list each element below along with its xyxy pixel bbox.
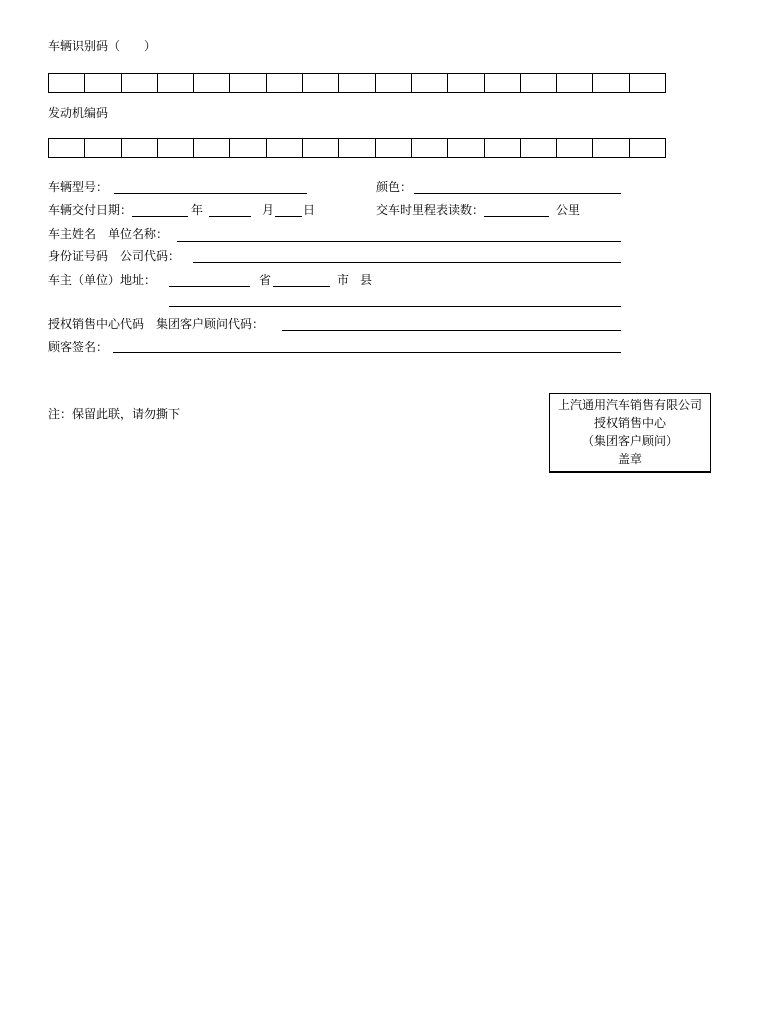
address-city-field[interactable] <box>273 286 330 287</box>
vin-char-box[interactable] <box>557 74 593 92</box>
delivery-year-field[interactable] <box>132 216 188 217</box>
dealer-code-field[interactable] <box>282 330 621 331</box>
stamp-center: 授权销售中心 <box>593 416 666 430</box>
delivery-month-field[interactable] <box>209 216 251 217</box>
engine-char-box[interactable] <box>593 139 629 157</box>
owner-name-label: 车主姓名 单位名称： <box>48 227 169 241</box>
engine-char-box[interactable] <box>412 139 448 157</box>
dealer-code-label: 授权销售中心代码 集团客户顾问代码： <box>48 317 265 331</box>
vin-input-grid[interactable] <box>48 73 666 93</box>
vin-char-box[interactable] <box>85 74 121 92</box>
vin-char-box[interactable] <box>230 74 266 92</box>
day-label: 日 <box>303 203 316 217</box>
customer-signature-label: 顾客签名： <box>48 340 109 354</box>
engine-char-box[interactable] <box>630 139 665 157</box>
vin-label: 车辆识别码（ ） <box>48 39 157 53</box>
engine-char-box[interactable] <box>49 139 85 157</box>
engine-char-box[interactable] <box>158 139 194 157</box>
engine-char-box[interactable] <box>303 139 339 157</box>
vin-char-box[interactable] <box>630 74 665 92</box>
color-field[interactable] <box>414 193 621 194</box>
id-number-field[interactable] <box>193 262 621 263</box>
address-province-field[interactable] <box>169 286 250 287</box>
year-label: 年 <box>191 203 204 217</box>
month-label: 月 <box>262 203 275 217</box>
engine-char-box[interactable] <box>521 139 557 157</box>
engine-code-label: 发动机编码 <box>48 106 109 120</box>
engine-code-input-grid[interactable] <box>48 138 666 158</box>
vin-char-box[interactable] <box>267 74 303 92</box>
retain-note: 注：保留此联，请勿撕下 <box>48 407 181 421</box>
customer-signature-field[interactable] <box>113 352 621 353</box>
odometer-label: 交车时里程表读数： <box>376 203 485 217</box>
vin-char-box[interactable] <box>521 74 557 92</box>
engine-char-box[interactable] <box>194 139 230 157</box>
color-label: 颜色： <box>376 180 413 194</box>
delivery-day-field[interactable] <box>275 216 302 217</box>
vin-char-box[interactable] <box>303 74 339 92</box>
engine-char-box[interactable] <box>122 139 158 157</box>
vin-char-box[interactable] <box>122 74 158 92</box>
vehicle-model-field[interactable] <box>114 193 307 194</box>
vin-char-box[interactable] <box>49 74 85 92</box>
vin-char-box[interactable] <box>158 74 194 92</box>
id-number-label: 身份证号码 公司代码： <box>48 249 181 263</box>
delivery-date-label: 车辆交付日期： <box>48 203 133 217</box>
vin-char-box[interactable] <box>412 74 448 92</box>
engine-char-box[interactable] <box>448 139 484 157</box>
vin-char-box[interactable] <box>339 74 375 92</box>
vehicle-model-label: 车辆型号： <box>48 180 109 194</box>
km-unit-label: 公里 <box>556 203 581 217</box>
vin-char-box[interactable] <box>376 74 412 92</box>
engine-char-box[interactable] <box>557 139 593 157</box>
vin-char-box[interactable] <box>448 74 484 92</box>
stamp-seal-label: 盖章 <box>617 452 642 466</box>
owner-name-field[interactable] <box>177 241 621 242</box>
engine-char-box[interactable] <box>85 139 121 157</box>
county-label: 县 <box>360 273 373 287</box>
stamp-company: 上汽通用汽车销售有限公司 <box>557 398 702 412</box>
engine-char-box[interactable] <box>485 139 521 157</box>
vin-char-box[interactable] <box>194 74 230 92</box>
engine-char-box[interactable] <box>230 139 266 157</box>
vin-char-box[interactable] <box>593 74 629 92</box>
vin-char-box[interactable] <box>485 74 521 92</box>
odometer-field[interactable] <box>484 216 549 217</box>
engine-char-box[interactable] <box>339 139 375 157</box>
address-label: 车主（单位）地址： <box>48 273 157 287</box>
engine-char-box[interactable] <box>376 139 412 157</box>
stamp-advisor: （集团客户顾问） <box>581 434 678 448</box>
province-label: 省 <box>259 273 272 287</box>
city-label: 市 <box>337 273 350 287</box>
address-detail-field[interactable] <box>169 306 621 307</box>
stamp-box <box>549 393 711 473</box>
engine-char-box[interactable] <box>267 139 303 157</box>
